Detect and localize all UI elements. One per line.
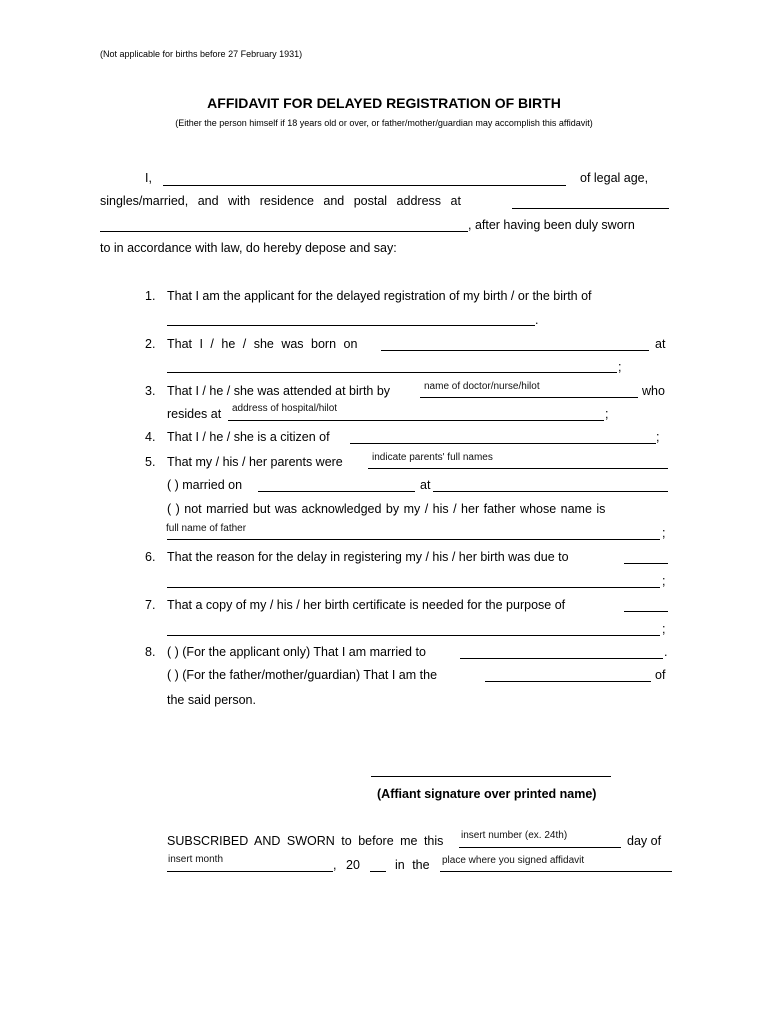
intro-after-sworn: , after having been duly sworn xyxy=(468,218,635,232)
item-2-at: at xyxy=(655,337,666,351)
item-1-text: That I am the applicant for the delayed registration of my birth / or the birth of xyxy=(167,289,592,303)
item-7-semicolon: ; xyxy=(662,622,666,636)
sworn-in-the: in the xyxy=(395,858,430,872)
parents-names-line[interactable] xyxy=(368,468,668,469)
item-1-line[interactable] xyxy=(167,325,535,326)
item-2-text: That I / he / she was born on xyxy=(167,337,358,351)
relationship-line[interactable] xyxy=(485,681,651,682)
item-6-text: That the reason for the delay in registering my / his / her birth was due to xyxy=(167,550,569,564)
delay-reason-line-1[interactable] xyxy=(624,563,668,564)
hint-father: full name of father xyxy=(166,523,247,534)
item-5-text: That my / his / her parents were xyxy=(167,455,343,469)
intro-of-legal-age: of legal age, xyxy=(580,171,649,185)
document-subtitle: (Either the person himself if 18 years old or over, or father/mother/guardian may accomplish this affidavit) xyxy=(175,118,593,128)
item-6-number: 6. xyxy=(145,550,156,564)
father-name-line[interactable] xyxy=(167,539,660,540)
sworn-day-of: day of xyxy=(627,834,662,848)
item-7-text: That a copy of my / his / her birth certificate is needed for the purpose of xyxy=(167,598,566,612)
delay-reason-line-2[interactable] xyxy=(167,587,660,588)
hint-place: place where you signed affidavit xyxy=(442,855,585,866)
birth-date-line[interactable] xyxy=(381,350,649,351)
item-5-number: 5. xyxy=(145,455,156,469)
hint-month: insert month xyxy=(168,854,224,865)
hint-parents: indicate parents' full names xyxy=(372,452,493,463)
item-6-semicolon: ; xyxy=(662,574,666,588)
item-4-semicolon: ; xyxy=(656,430,660,444)
not-married-checkbox-option[interactable]: ( ) not married but was acknowledged by my / his / her father whose name is xyxy=(167,502,606,516)
item-3-text: That I / he / she was attended at birth by xyxy=(167,384,391,398)
item-1-period: . xyxy=(535,313,539,327)
document-title: AFFIDAVIT FOR DELAYED REGISTRATION OF BIRTH xyxy=(207,95,561,111)
intro-residence: singles/married, and with residence and postal address at xyxy=(100,194,461,208)
item-8-period: . xyxy=(664,645,668,659)
citizenship-line[interactable] xyxy=(350,443,656,444)
item-8-of: of xyxy=(655,668,666,682)
item-3-number: 3. xyxy=(145,384,156,398)
item-5-semicolon: ; xyxy=(662,526,666,540)
sworn-year-prefix: 20 xyxy=(346,858,360,872)
item-3-who: who xyxy=(642,384,665,398)
item-8-number: 8. xyxy=(145,645,156,659)
purpose-line-1[interactable] xyxy=(624,611,668,612)
marriage-place-line[interactable] xyxy=(433,491,668,492)
signature-label: (Affiant signature over printed name) xyxy=(377,787,597,801)
item-4-number: 4. xyxy=(145,430,156,444)
attendant-name-line[interactable] xyxy=(420,397,638,398)
applicant-married-option[interactable]: ( ) (For the applicant only) That I am married to xyxy=(167,645,426,659)
item-3-semicolon: ; xyxy=(605,407,609,421)
marriage-date-line[interactable] xyxy=(258,491,415,492)
affiant-signature-line[interactable] xyxy=(371,776,611,777)
purpose-line-2[interactable] xyxy=(167,635,660,636)
hint-hospital: address of hospital/hilot xyxy=(232,403,338,414)
item-2-number: 2. xyxy=(145,337,156,351)
item-1-number: 1. xyxy=(145,289,156,303)
sworn-comma: , xyxy=(333,858,337,872)
sworn-year-line[interactable] xyxy=(370,871,386,872)
item-8-said-person: the said person. xyxy=(167,693,256,707)
sworn-day-line[interactable] xyxy=(459,847,621,848)
item-4-text: That I / he / she is a citizen of xyxy=(167,430,330,444)
item-3-resides: resides at xyxy=(167,407,222,421)
hint-number: insert number (ex. 24th) xyxy=(461,830,568,841)
sworn-month-line[interactable] xyxy=(167,871,333,872)
applicability-note: (Not applicable for births before 27 February 1931) xyxy=(100,49,303,59)
guardian-option[interactable]: ( ) (For the father/mother/guardian) That I am the xyxy=(167,668,438,682)
intro-i: I, xyxy=(145,171,152,185)
affiant-name-line[interactable] xyxy=(163,185,566,186)
address-line-1[interactable] xyxy=(512,208,669,209)
birth-place-line[interactable] xyxy=(167,372,617,373)
hint-doctor: name of doctor/nurse/hilot xyxy=(424,381,540,392)
attendant-address-line[interactable] xyxy=(228,420,604,421)
spouse-name-line[interactable] xyxy=(460,658,663,659)
address-line-2[interactable] xyxy=(100,231,468,232)
sworn-place-line[interactable] xyxy=(440,871,672,872)
intro-depose: to in accordance with law, do hereby depose and say: xyxy=(100,241,397,255)
item-2-semicolon: ; xyxy=(618,360,622,374)
sworn-text: SUBSCRIBED AND SWORN to before me this xyxy=(167,834,444,848)
married-checkbox-option[interactable]: ( ) married on xyxy=(167,478,243,492)
item-5-at: at xyxy=(420,478,431,492)
item-7-number: 7. xyxy=(145,598,156,612)
